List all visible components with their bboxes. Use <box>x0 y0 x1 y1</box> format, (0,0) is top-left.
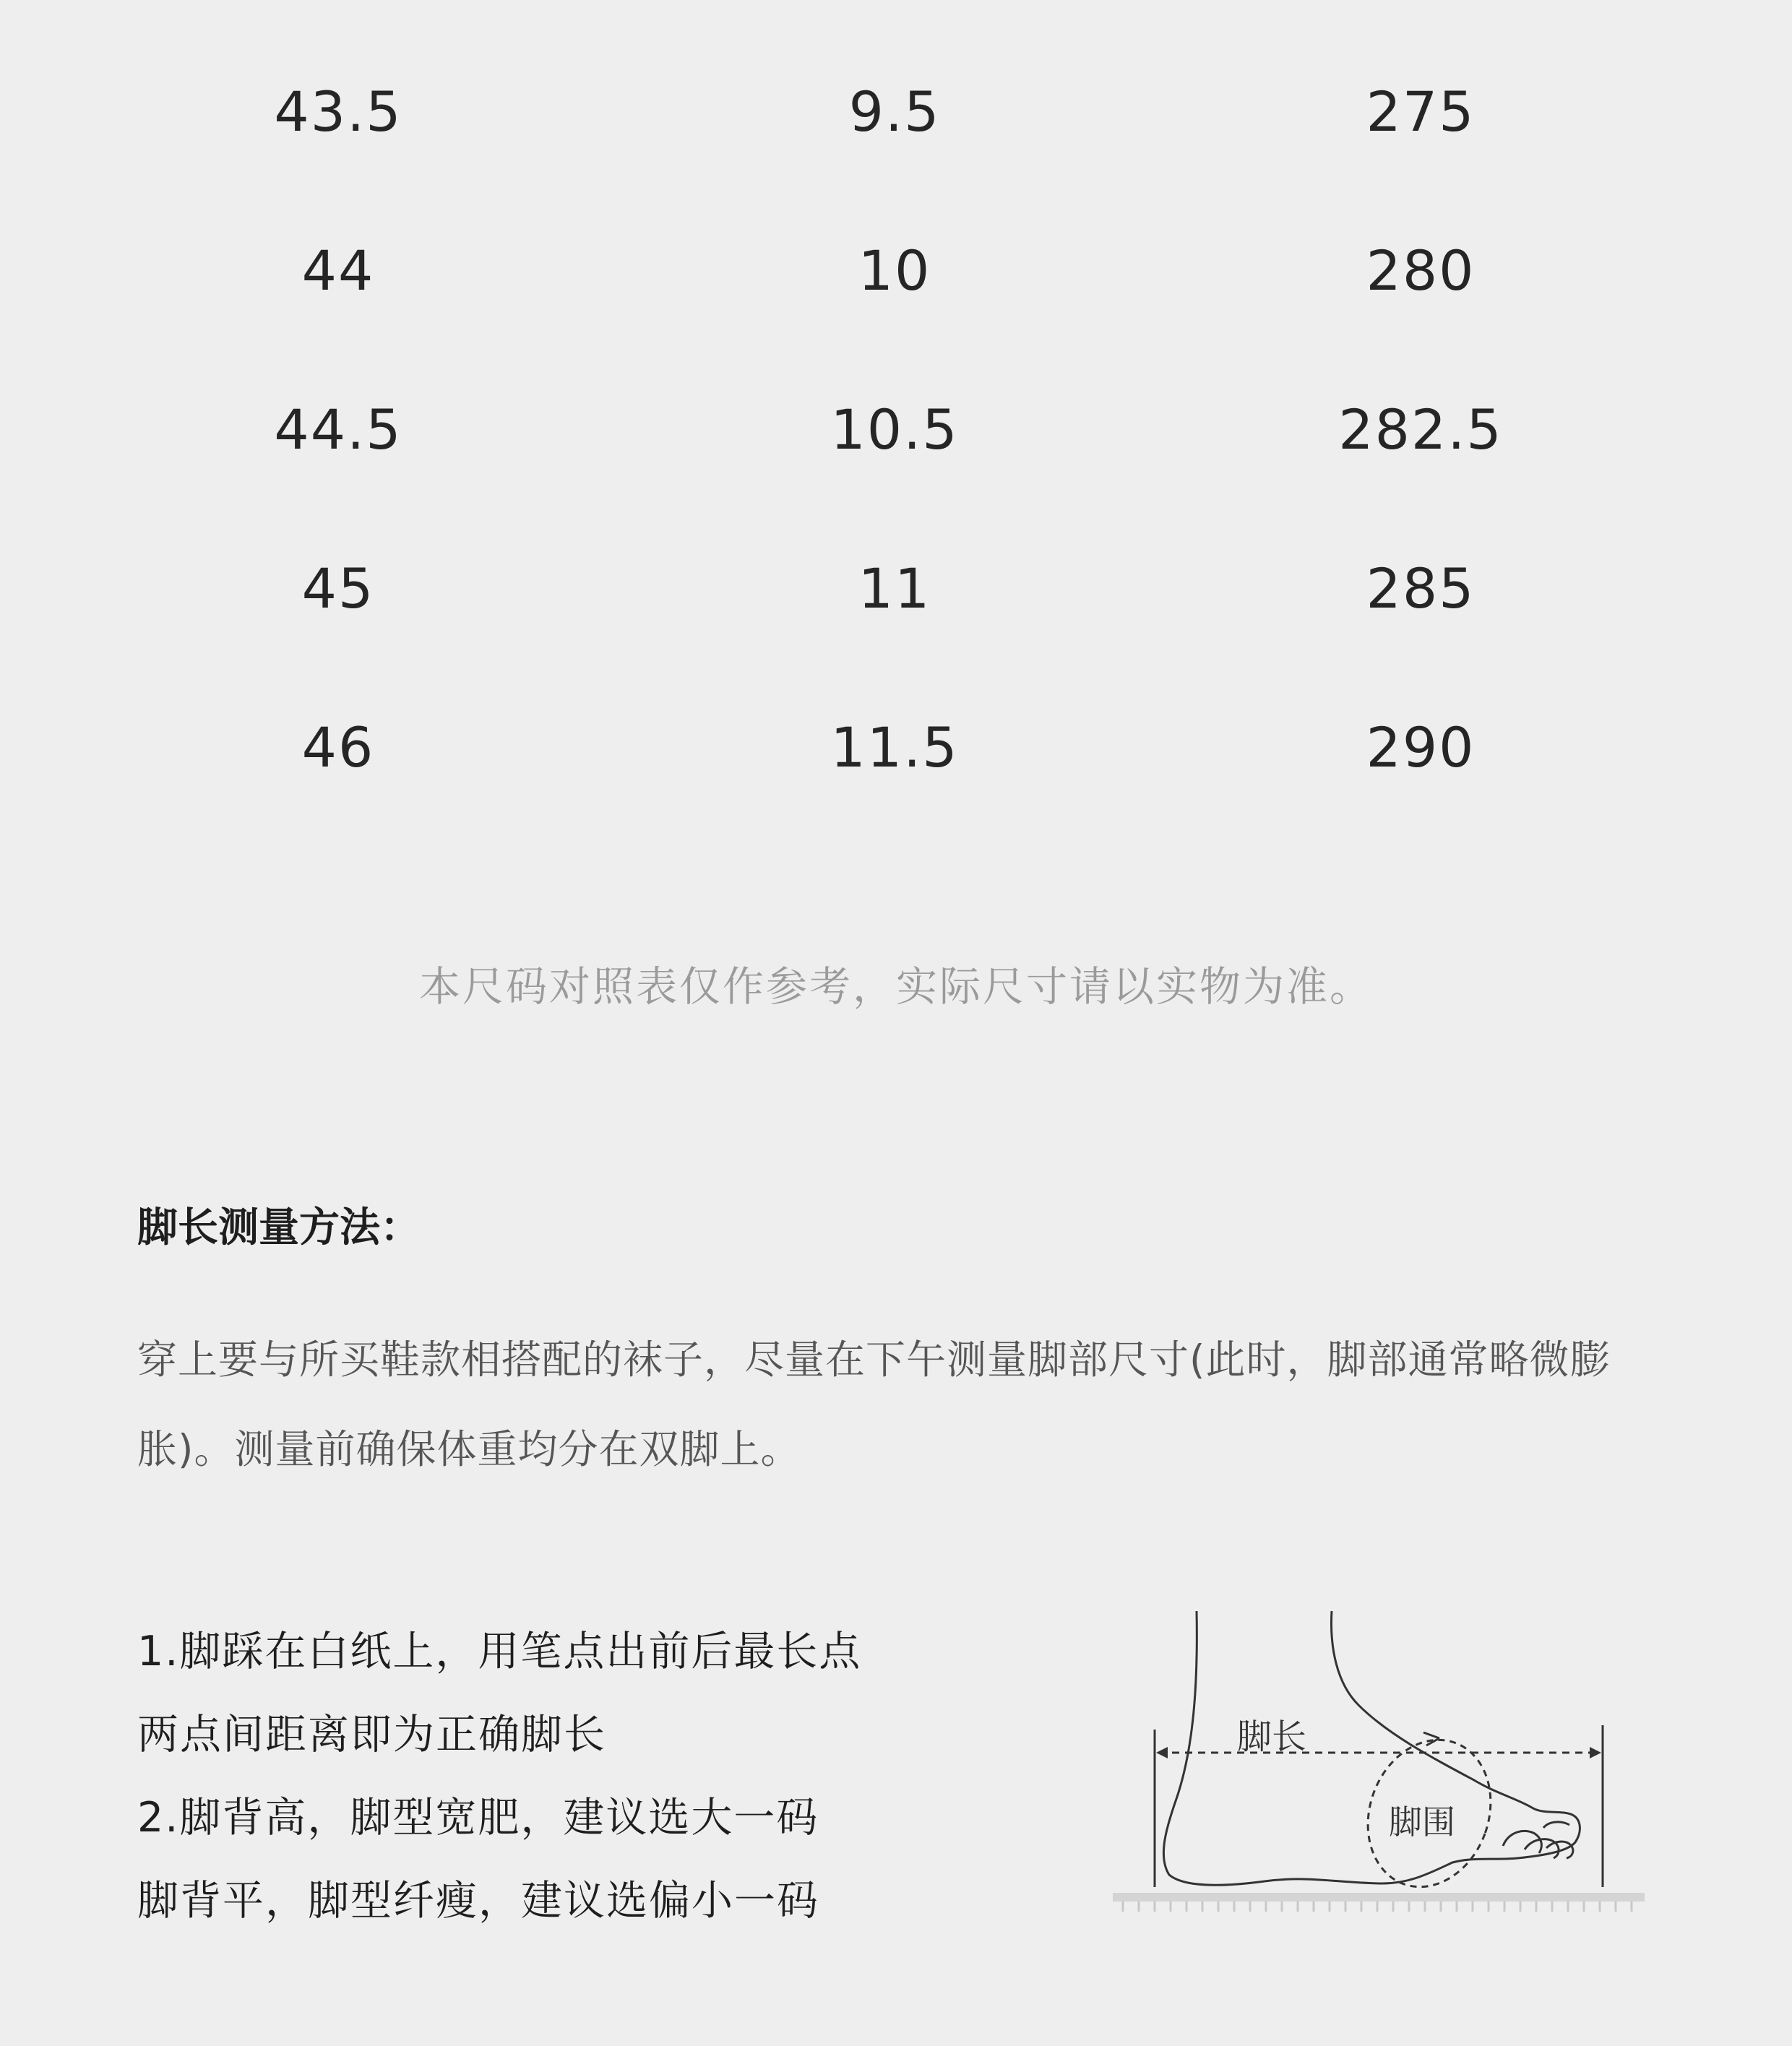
foot-length-cell: 282.5 <box>1338 397 1503 462</box>
step-line: 两点间距离即为正确脚长 <box>137 1711 606 1758</box>
eu-size-cell: 44 <box>301 238 375 303</box>
step-line: 脚背平，脚型纤瘦，建议选偏小一码 <box>137 1877 819 1925</box>
table-row <box>0 220 1792 321</box>
foot-length-cell: 285 <box>1366 556 1476 621</box>
foot-length-cell: 290 <box>1366 715 1476 780</box>
table-row <box>0 379 1792 480</box>
us-size-cell: 11.5 <box>830 715 959 780</box>
step-line: 1.脚踩在白纸上，用笔点出前后最长点 <box>137 1628 862 1675</box>
table-row <box>0 61 1792 163</box>
foot-outline <box>1163 1611 1580 1885</box>
us-size-cell: 9.5 <box>848 79 941 144</box>
diagram-length-label: 脚长 <box>1237 1717 1307 1757</box>
foot-length-cell: 280 <box>1366 238 1476 303</box>
method-description: 穿上要与所买鞋款相搭配的袜子，尽量在下午测量脚部尺寸(此时，脚部通常略微膨胀)。测量前确保体重均分在双脚上。 <box>137 1337 1611 1472</box>
foot-measurement-diagram <box>1113 1604 1662 1936</box>
toes <box>1503 1822 1573 1858</box>
size-disclaimer: 本尺码对照表仅作参考，实际尺寸请以实物为准。 <box>419 963 1373 1011</box>
eu-size-cell: 46 <box>301 715 375 780</box>
eu-size-cell: 45 <box>301 556 375 621</box>
step-line: 2.脚背高，脚型宽肥，建议选大一码 <box>137 1794 819 1842</box>
us-size-cell: 11 <box>858 556 931 621</box>
ground-ruler <box>1113 1893 1645 1912</box>
eu-size-cell: 43.5 <box>274 79 402 144</box>
table-row <box>0 697 1792 798</box>
diagram-girth-label: 脚围 <box>1389 1803 1455 1842</box>
method-title: 脚长测量方法： <box>137 1204 421 1251</box>
foot-length-cell: 275 <box>1366 79 1476 144</box>
eu-size-cell: 44.5 <box>274 397 402 462</box>
us-size-cell: 10.5 <box>830 397 959 462</box>
us-size-cell: 10 <box>858 238 931 303</box>
table-row <box>0 538 1792 639</box>
